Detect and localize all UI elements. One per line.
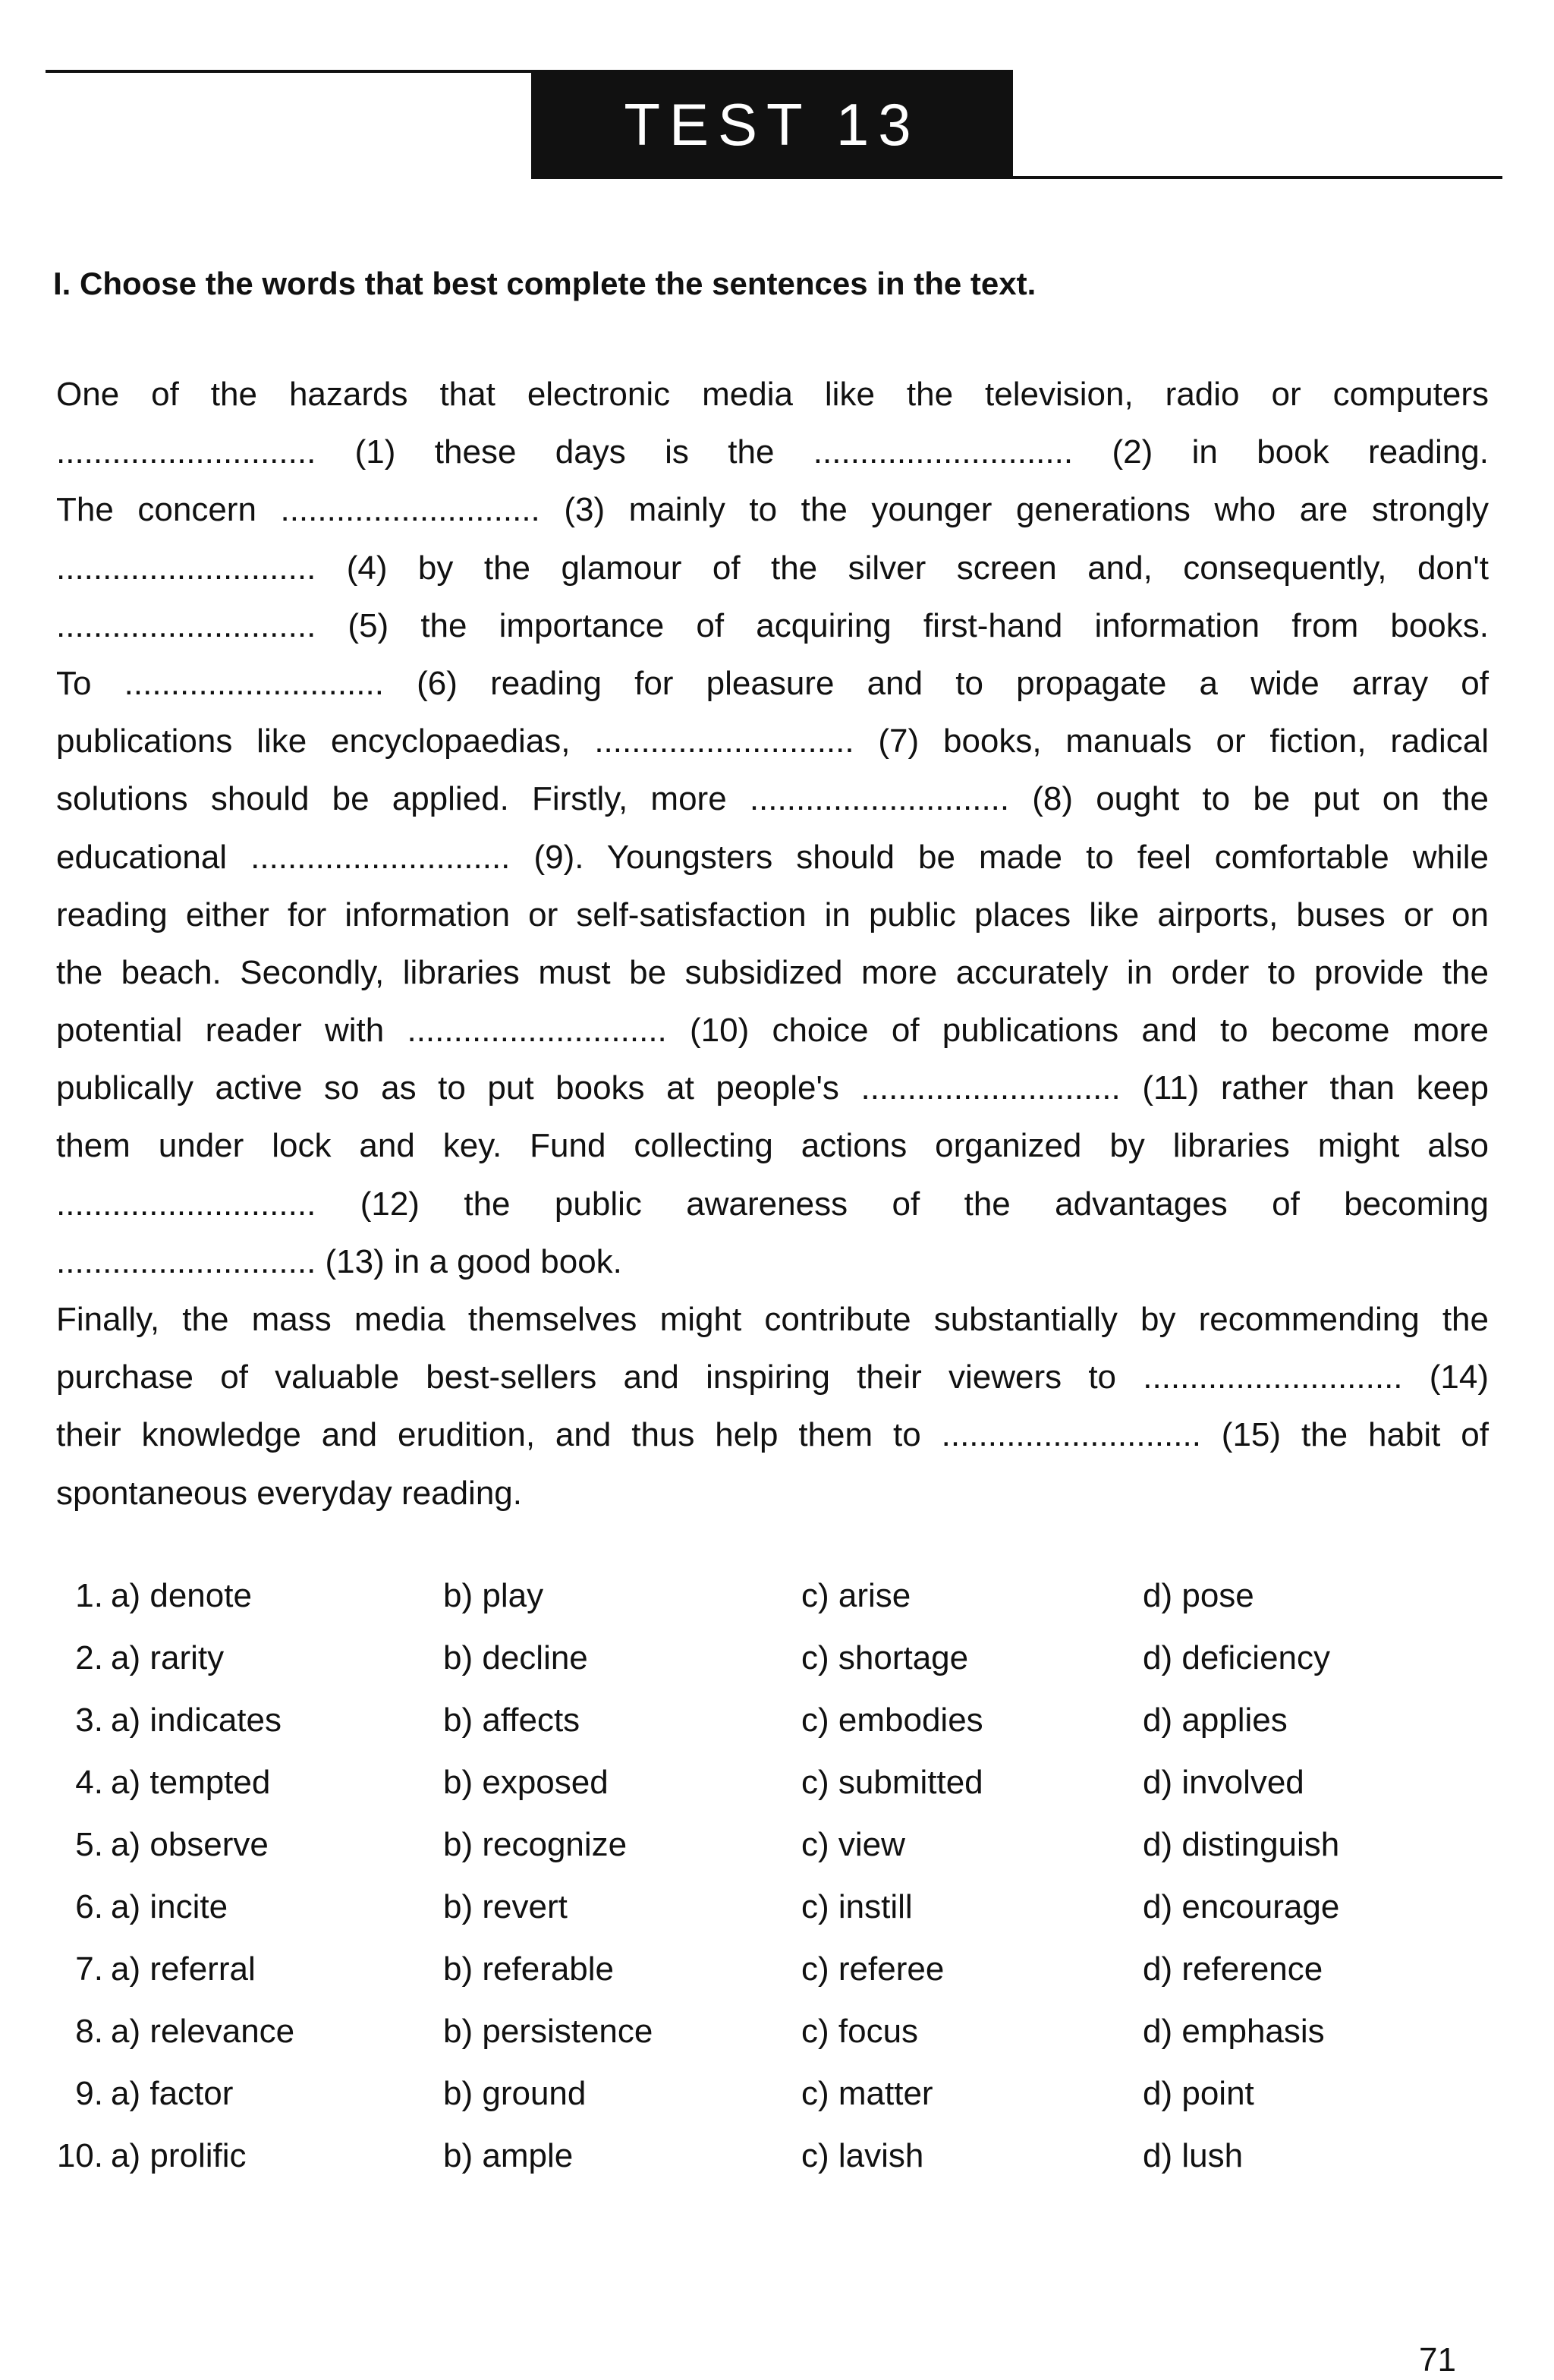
passage-line: ............................ (1) these days is the ............................ (2) in book reading.: [56, 433, 1489, 471]
passage-line: ............................ (5) the importance of acquiring first-hand information from books.: [56, 606, 1489, 644]
option-d: d) emphasis: [1143, 2013, 1325, 2050]
option-row: [56, 1752, 1452, 1814]
passage-line: To ............................ (6) reading for pleasure and to propagate a wide array of: [56, 664, 1489, 702]
option-c: c) lavish: [801, 2137, 924, 2174]
passage-line: ............................ (4) by the glamour of the silver screen and, consequently, don't: [56, 549, 1489, 587]
passage-line: Finally, the mass media themselves might contribute substantially by recommending the: [56, 1301, 1489, 1338]
option-a: a) factor: [111, 2075, 234, 2112]
passage-line: purchase of valuable best-sellers and inspiring their viewers to ............................ (14): [56, 1358, 1489, 1396]
question-number: 9.: [75, 2075, 103, 2112]
option-b: b) referable: [443, 1950, 615, 1988]
option-d: d) encourage: [1143, 1888, 1340, 1925]
test-title-banner: [531, 70, 1013, 179]
passage-line: publications like encyclopaedias, ............................ (7) books, manuals or fiction, radical: [56, 722, 1489, 760]
option-row: [56, 1627, 1452, 1689]
page-number: 71: [1419, 2341, 1456, 2378]
option-d: d) involved: [1143, 1764, 1304, 1801]
option-c: c) arise: [801, 1577, 911, 1614]
option-row: [56, 1689, 1452, 1752]
option-row: [56, 1938, 1452, 2001]
option-c: c) embodies: [801, 1702, 983, 1739]
option-d: d) reference: [1143, 1950, 1323, 1988]
passage-line: them under lock and key. Fund collecting actions organized by libraries might also: [56, 1127, 1489, 1165]
option-a: a) denote: [111, 1577, 252, 1614]
option-c: c) focus: [801, 2013, 919, 2050]
option-c: c) submitted: [801, 1764, 983, 1801]
question-number: 2.: [75, 1639, 103, 1676]
option-c: c) shortage: [801, 1639, 969, 1676]
answer-options-table: [56, 1565, 1452, 2187]
option-d: d) point: [1143, 2075, 1254, 2112]
option-b: b) exposed: [443, 1764, 609, 1801]
passage-line: reading either for information or self-satisfaction in public places like airports, buses or on: [56, 896, 1489, 933]
option-row: [56, 1814, 1452, 1876]
option-a: a) indicates: [111, 1702, 282, 1739]
passage-line: One of the hazards that electronic media like the television, radio or computers: [56, 376, 1489, 413]
option-c: c) matter: [801, 2075, 933, 2112]
option-d: d) deficiency: [1143, 1639, 1331, 1676]
option-a: a) rarity: [111, 1639, 225, 1676]
question-number: 5.: [75, 1826, 103, 1863]
passage-line: publically active so as to put books at people's ............................ (11) rather than keep: [56, 1069, 1489, 1107]
option-a: a) tempted: [111, 1764, 271, 1801]
option-c: c) referee: [801, 1950, 945, 1988]
question-number: 6.: [75, 1888, 103, 1925]
test-title: TEST 13: [624, 90, 920, 158]
passage-line: The concern ............................ (3) mainly to the younger generations who are strongly: [56, 491, 1489, 529]
option-row: [56, 2063, 1452, 2125]
passage-line: the beach. Secondly, libraries must be subsidized more accurately in order to provide the: [56, 953, 1489, 991]
option-b: b) revert: [443, 1888, 568, 1925]
option-b: b) persistence: [443, 2013, 653, 2050]
cloze-passage: [56, 366, 1489, 1522]
question-number: 7.: [75, 1950, 103, 1988]
question-number: 10.: [56, 2137, 103, 2174]
header-rule-left: [46, 70, 539, 73]
passage-line: educational ............................ (9). Youngsters should be made to feel comfortable while: [56, 838, 1489, 876]
passage-line: ............................ (12) the public awareness of the advantages of becoming: [56, 1185, 1489, 1223]
option-b: b) ample: [443, 2137, 574, 2174]
passage-line: potential reader with ............................ (10) choice of publications and to become more: [56, 1012, 1489, 1050]
question-number: 4.: [75, 1764, 103, 1801]
option-row: [56, 2001, 1452, 2063]
option-d: d) pose: [1143, 1577, 1254, 1614]
passage-line: ............................ (13) in a good book.: [56, 1242, 622, 1280]
option-b: b) affects: [443, 1702, 580, 1739]
option-b: b) play: [443, 1577, 544, 1614]
option-a: a) relevance: [111, 2013, 295, 2050]
question-number: 3.: [75, 1702, 103, 1739]
section-instruction: I. Choose the words that best complete the sentences in the text.: [53, 266, 1037, 301]
option-c: c) instill: [801, 1888, 913, 1925]
option-d: d) distinguish: [1143, 1826, 1340, 1863]
option-a: a) prolific: [111, 2137, 247, 2174]
question-number: 8.: [75, 2013, 103, 2050]
option-row: [56, 1565, 1452, 1627]
option-c: c) view: [801, 1826, 905, 1863]
option-b: b) decline: [443, 1639, 588, 1676]
option-d: d) applies: [1143, 1702, 1288, 1739]
question-number: 1.: [75, 1577, 103, 1614]
option-a: a) observe: [111, 1826, 269, 1863]
option-b: b) ground: [443, 2075, 587, 2112]
option-b: b) recognize: [443, 1826, 628, 1863]
passage-line: solutions should be applied. Firstly, more ............................ (8) ought to be put on the: [56, 780, 1489, 818]
option-row: [56, 1876, 1452, 1938]
option-row: [56, 2125, 1452, 2187]
passage-line: spontaneous everyday reading.: [56, 1474, 522, 1512]
option-d: d) lush: [1143, 2137, 1244, 2174]
option-a: a) incite: [111, 1888, 228, 1925]
option-a: a) referral: [111, 1950, 256, 1988]
passage-line: their knowledge and erudition, and thus help them to ............................ (15) the habit of: [56, 1416, 1489, 1454]
